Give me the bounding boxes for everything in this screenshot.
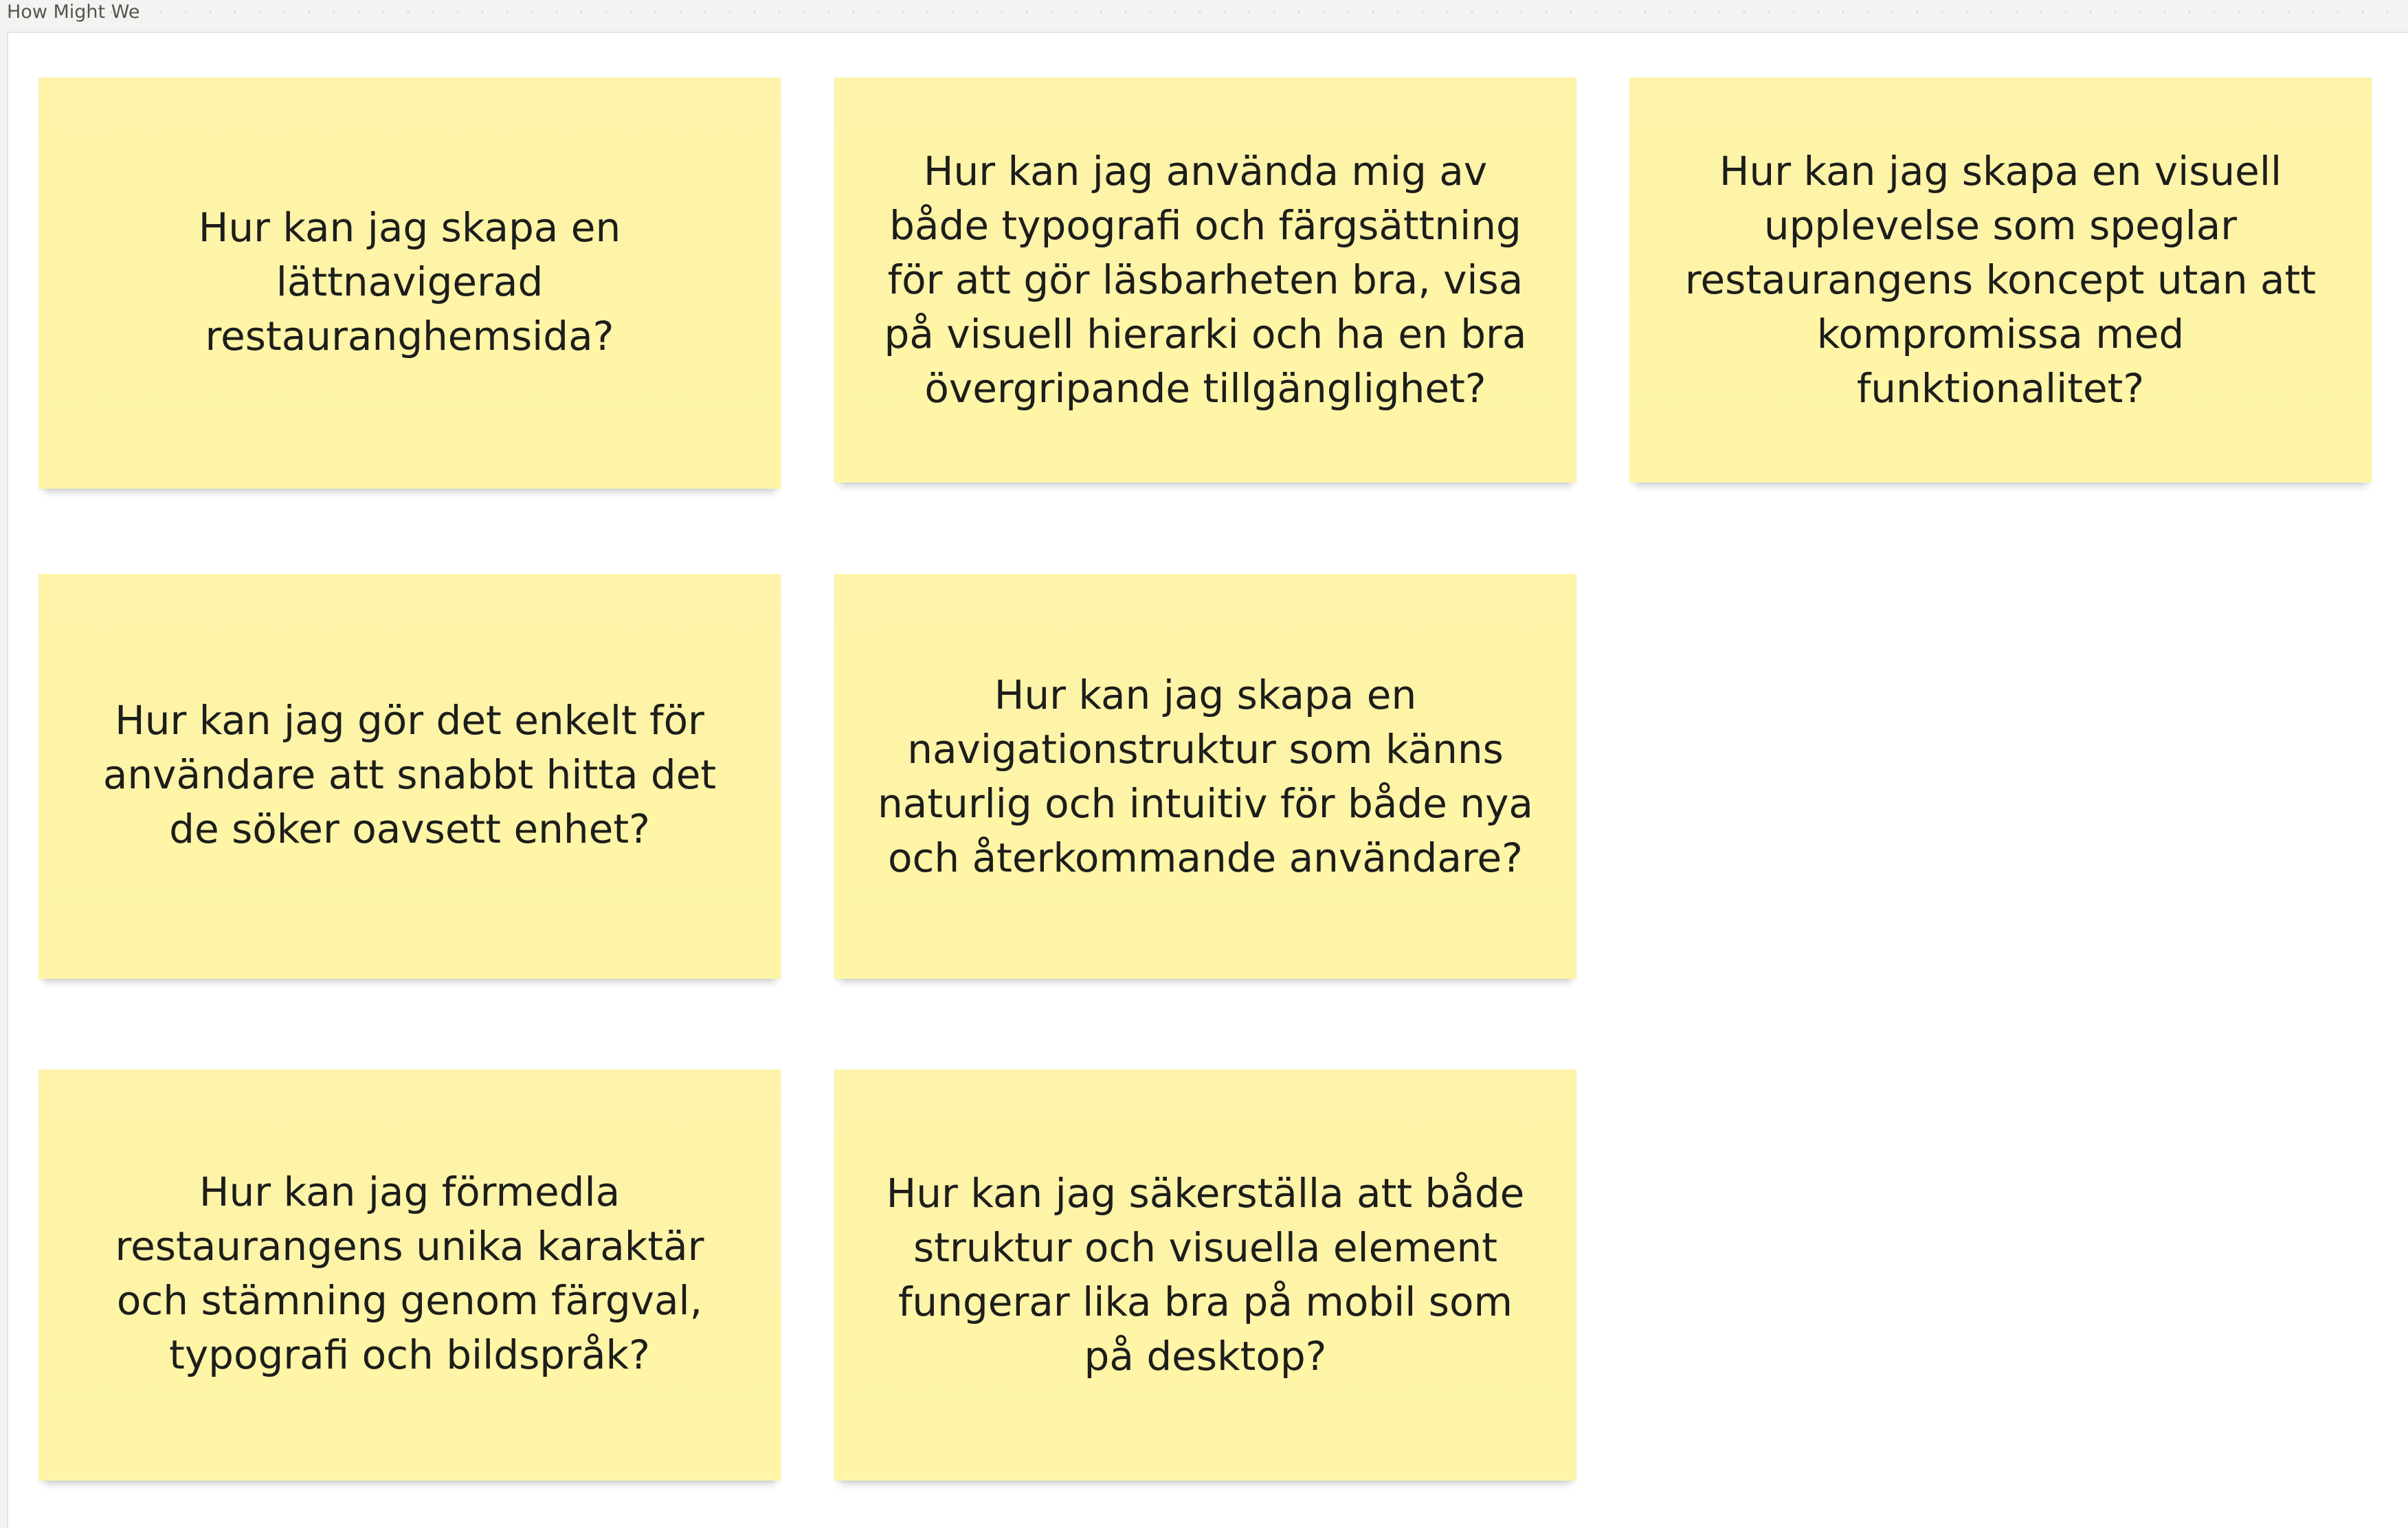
sticky-note[interactable] xyxy=(38,78,781,489)
sticky-note-text: Hur kan jag skapa en lättnavigerad restauranghemsida? xyxy=(198,203,621,359)
sticky-note[interactable] xyxy=(38,574,781,979)
sticky-note[interactable] xyxy=(1629,78,2372,483)
sticky-note-text: Hur kan jag använda mig av både typografi och färgsättning för att gör läsbarheten bra, visa på visuell hierarki och ha en bra övergripande tillgänglighet? xyxy=(884,148,1527,412)
sticky-note[interactable] xyxy=(834,78,1576,483)
sticky-note-text: Hur kan jag skapa en visuell upplevelse som speglar restaurangens koncept utan att kompromissa med funktionalitet? xyxy=(1684,148,2317,412)
frame-title[interactable]: How Might We xyxy=(7,1,140,23)
sticky-note-text: Hur kan jag gör det enkelt för användare att snabbt hitta det de söker oavsett enhet? xyxy=(102,697,717,852)
sticky-note[interactable] xyxy=(834,1070,1576,1481)
sticky-note-text: Hur kan jag säkerställa att både struktur och visuella element fungerar lika bra på mobil som på desktop? xyxy=(886,1170,1525,1380)
sticky-note-text: Hur kan jag skapa en navigationstruktur som känns naturlig och intuitiv för både nya och återkommande användare? xyxy=(878,671,1533,881)
sticky-note-text: Hur kan jag förmedla restaurangens unika karaktär och stämning genom färgval, typografi och bildspråk? xyxy=(115,1169,704,1378)
sticky-note[interactable] xyxy=(834,574,1576,979)
sticky-note[interactable] xyxy=(38,1070,781,1481)
